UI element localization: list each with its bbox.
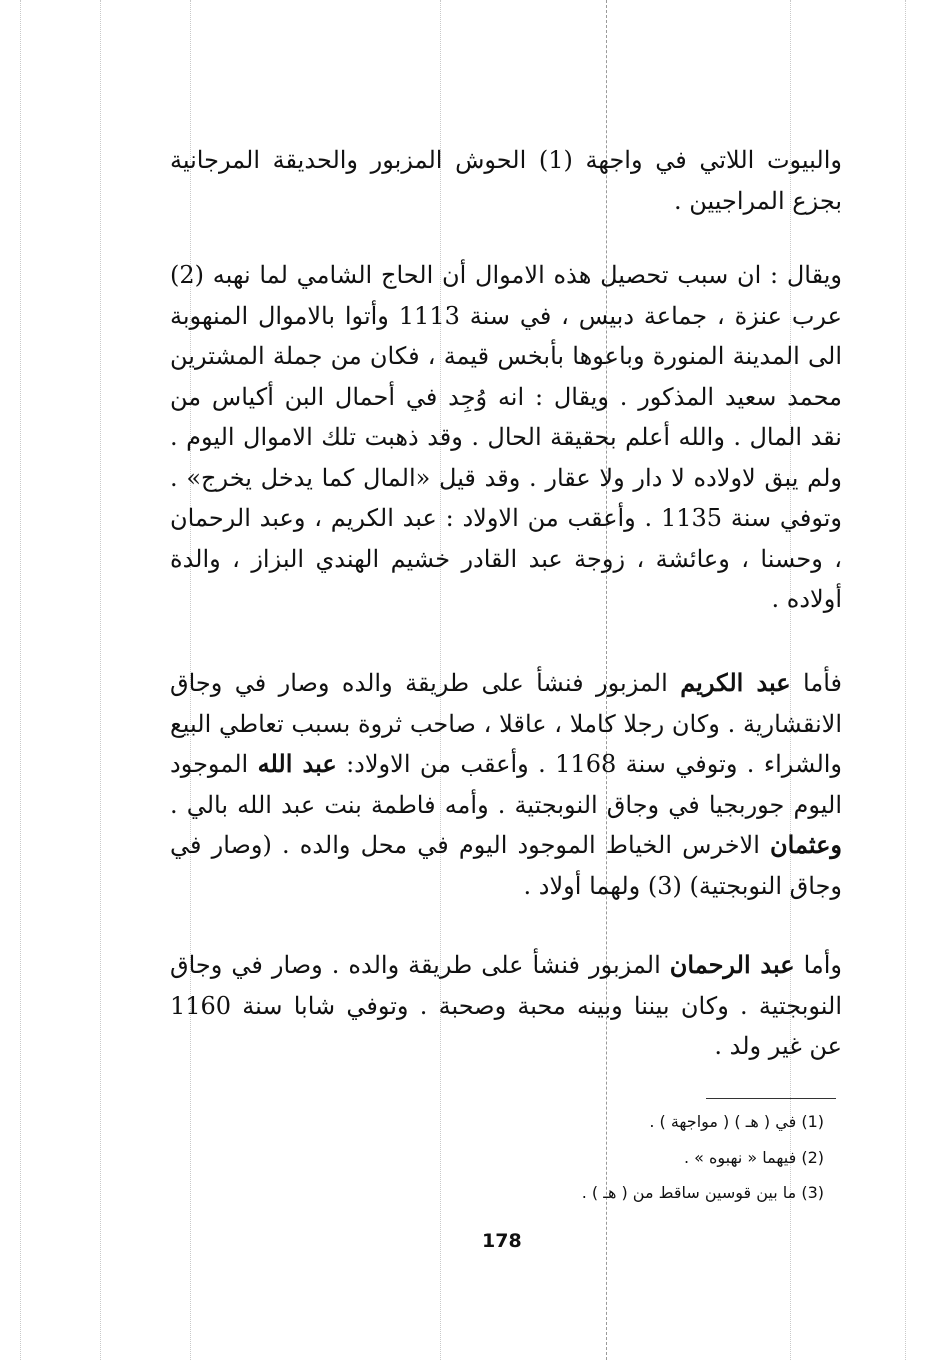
text-run: المزبور فنشأ على طريقة والده . وصار في وجاق النوبجتية . وكان بيننا وبينه محبة وصحبة . وتوفي شابا سنة 1160 عن غير ولد . <box>170 951 842 1060</box>
text-run: فأما <box>790 669 842 697</box>
footnote-3: (3) ما بين قوسين ساقط من ( هـ ) . <box>581 1183 824 1202</box>
paragraph-4 <box>170 945 842 1067</box>
paragraph-text: ويقال : ان سبب تحصيل هذه الاموال أن الحاج الشامي لما نهبه (2) عرب عنزة ، جماعة دبيس ، في سنة 1113 وأتوا بالاموال المنهوبة الى المدينة المنورة وباعوها بأبخس قيمة ، فكان من جملة المشترين محمد سعيد المذكور . ويقال : انه وُجِد في أحمال البن أكياس من نقد المال . والله أعلم بحقيقة الحال . وقد ذهبت تلك الاموال اليوم . ولم يبق لاولاده لا دار ولا عقار . وقد قيل «المال كما يدخل يخرج» . وتوفي سنة 1135 . وأعقب من الاولاد : عبد الكريم ، وعبد الرحمان ، وحسنا ، وعائشة ، زوجة عبد القادر خشيم الهندي البزاز ، والدة أولاده . <box>170 261 843 613</box>
bold-name: عبد الرحمان <box>669 950 795 979</box>
footnote-separator <box>706 1098 836 1099</box>
text-run: الاخرس الخياط الموجود اليوم في محل والده . (وصار في وجاق النوبجتية) (3) ولهما أولاد . <box>170 831 842 900</box>
text-run: الموجود اليوم جوربجيا في وجاق النوبجتية . وأمه فاطمة بنت عبد الله بالي . <box>170 750 842 819</box>
scan-dotted-guide <box>100 0 101 1360</box>
paragraph-1 <box>170 140 842 221</box>
footnote-2: (2) فيهما « نهبوه » . <box>683 1148 824 1167</box>
bold-name: عبد الله <box>257 749 337 778</box>
bold-name: عبد الكريم <box>680 668 791 697</box>
paragraph-3 <box>170 663 842 906</box>
scan-dotted-guide <box>905 0 906 1360</box>
paragraph-2 <box>170 255 842 620</box>
bold-name: وعثمان <box>770 830 842 859</box>
paragraph-text <box>170 663 842 906</box>
scan-dotted-guide <box>20 0 21 1360</box>
paragraph-text <box>170 945 842 1067</box>
footnote-1: (1) في ( هـ ) ( مواجهة ) . <box>649 1112 824 1131</box>
text-run: وأما <box>794 951 842 979</box>
paragraph-text: والبيوت اللاتي في واجهة (1) الحوش المزبور والحديقة المرجانية بجزع المراجيين . <box>170 146 842 215</box>
page-number: 178 <box>482 1230 522 1252</box>
text-run: المزبور فنشأ على طريقة والده وصار في وجاق الانقشارية . وكان رجلا كاملا ، عاقلا ، صاحب ثروة بسبب تعاطي البيع والشراء . وتوفي سنة 1168 . وأعقب من الاولاد: <box>170 669 843 778</box>
